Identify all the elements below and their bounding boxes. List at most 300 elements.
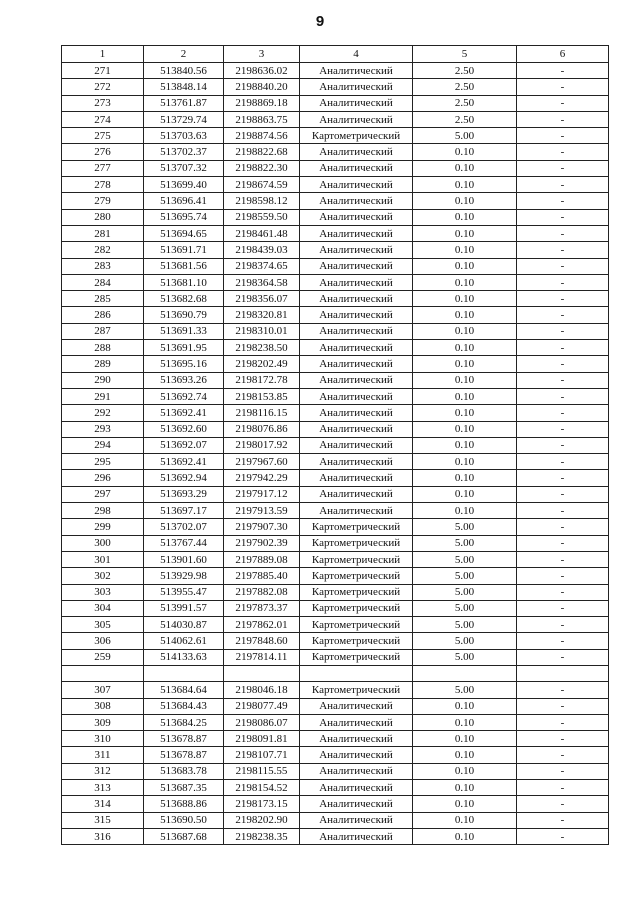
method-cell: Картометрический [300,535,413,551]
x-coordinate-cell: 513694.65 [144,225,224,241]
method-cell: Аналитический [300,274,413,290]
x-coordinate-cell: 513681.56 [144,258,224,274]
point-number-cell: 277 [62,160,144,176]
table-row [62,519,609,535]
y-coordinate-cell: 2198086.07 [224,714,300,730]
y-coordinate-cell: 2197848.60 [224,633,300,649]
note-cell [517,665,609,681]
x-coordinate-cell: 513691.71 [144,242,224,258]
y-coordinate-cell: 2197913.59 [224,503,300,519]
note-cell: - [517,633,609,649]
y-coordinate-cell: 2198840.20 [224,79,300,95]
x-coordinate-cell: 513687.35 [144,780,224,796]
x-coordinate-cell: 513848.14 [144,79,224,95]
x-coordinate-cell: 513691.95 [144,340,224,356]
column-header: 3 [224,46,300,63]
x-coordinate-cell: 513767.44 [144,535,224,551]
accuracy-cell: 0.10 [413,307,517,323]
x-coordinate-cell: 513684.43 [144,698,224,714]
x-coordinate-cell: 514030.87 [144,617,224,633]
note-cell: - [517,388,609,404]
accuracy-cell: 5.00 [413,551,517,567]
accuracy-cell: 0.10 [413,193,517,209]
method-cell: Картометрический [300,519,413,535]
x-coordinate-cell: 513697.17 [144,503,224,519]
point-number-cell: 298 [62,503,144,519]
accuracy-cell: 0.10 [413,340,517,356]
point-number-cell: 305 [62,617,144,633]
method-cell: Картометрический [300,551,413,567]
page-number: 9 [315,13,325,30]
table-row [62,617,609,633]
note-cell: - [517,144,609,160]
y-coordinate-cell: 2198202.90 [224,812,300,828]
method-cell: Аналитический [300,828,413,844]
table-row [62,291,609,307]
y-coordinate-cell: 2198202.49 [224,356,300,372]
method-cell: Аналитический [300,242,413,258]
x-coordinate-cell [144,665,224,681]
y-coordinate-cell: 2198356.07 [224,291,300,307]
point-number-cell: 309 [62,714,144,730]
y-coordinate-cell: 2198559.50 [224,209,300,225]
table-row [62,503,609,519]
table-row [62,551,609,567]
y-coordinate-cell: 2197889.08 [224,551,300,567]
accuracy-cell: 0.10 [413,323,517,339]
table-row [62,698,609,714]
y-coordinate-cell: 2198364.58 [224,274,300,290]
y-coordinate-cell: 2198874.56 [224,128,300,144]
x-coordinate-cell: 513695.16 [144,356,224,372]
note-cell: - [517,307,609,323]
point-number-cell [62,665,144,681]
accuracy-cell: 2.50 [413,63,517,79]
x-coordinate-cell: 513696.41 [144,193,224,209]
method-cell: Аналитический [300,291,413,307]
accuracy-cell: 0.10 [413,225,517,241]
note-cell: - [517,763,609,779]
y-coordinate-cell: 2198046.18 [224,682,300,698]
note-cell: - [517,372,609,388]
method-cell: Аналитический [300,388,413,404]
y-coordinate-cell: 2197882.08 [224,584,300,600]
x-coordinate-cell: 513707.32 [144,160,224,176]
x-coordinate-cell: 513901.60 [144,551,224,567]
accuracy-cell: 0.10 [413,274,517,290]
note-cell: - [517,340,609,356]
x-coordinate-cell: 513691.33 [144,323,224,339]
method-cell: Аналитический [300,63,413,79]
method-cell: Картометрический [300,128,413,144]
x-coordinate-cell: 513678.87 [144,747,224,763]
method-cell: Аналитический [300,307,413,323]
table-row [62,63,609,79]
table-row [62,682,609,698]
table-row [62,356,609,372]
table-row [62,633,609,649]
accuracy-cell: 0.10 [413,486,517,502]
accuracy-cell: 0.10 [413,160,517,176]
y-coordinate-cell: 2198674.59 [224,177,300,193]
accuracy-cell: 0.10 [413,731,517,747]
x-coordinate-cell: 513692.41 [144,405,224,421]
x-coordinate-cell: 513702.07 [144,519,224,535]
method-cell: Аналитический [300,437,413,453]
y-coordinate-cell: 2198310.01 [224,323,300,339]
method-cell: Аналитический [300,356,413,372]
x-coordinate-cell: 513681.10 [144,274,224,290]
coordinates-table [61,45,609,845]
table-row [62,780,609,796]
point-number-cell: 316 [62,828,144,844]
method-cell: Аналитический [300,421,413,437]
note-cell: - [517,405,609,421]
note-cell: - [517,63,609,79]
method-cell: Аналитический [300,780,413,796]
note-cell: - [517,128,609,144]
method-cell: Аналитический [300,177,413,193]
table-row [62,600,609,616]
note-cell: - [517,79,609,95]
table-row [62,307,609,323]
point-number-cell: 279 [62,193,144,209]
table-body [62,63,609,845]
method-cell: Аналитический [300,95,413,111]
table-row [62,372,609,388]
column-header: 5 [413,46,517,63]
y-coordinate-cell: 2198439.03 [224,242,300,258]
accuracy-cell: 0.10 [413,258,517,274]
y-coordinate-cell: 2198238.50 [224,340,300,356]
point-number-cell: 290 [62,372,144,388]
y-coordinate-cell: 2198636.02 [224,63,300,79]
y-coordinate-cell: 2197942.29 [224,470,300,486]
y-coordinate-cell: 2197917.12 [224,486,300,502]
note-cell: - [517,796,609,812]
accuracy-cell: 0.10 [413,812,517,828]
table-row [62,665,609,681]
note-cell: - [517,242,609,258]
y-coordinate-cell: 2198461.48 [224,225,300,241]
y-coordinate-cell: 2198238.35 [224,828,300,844]
method-cell: Аналитический [300,160,413,176]
note-cell: - [517,519,609,535]
method-cell: Аналитический [300,812,413,828]
table-row [62,747,609,763]
point-number-cell: 283 [62,258,144,274]
accuracy-cell [413,665,517,681]
method-cell: Аналитический [300,486,413,502]
x-coordinate-cell: 513687.68 [144,828,224,844]
point-number-cell: 282 [62,242,144,258]
note-cell: - [517,828,609,844]
accuracy-cell: 0.10 [413,828,517,844]
note-cell: - [517,454,609,470]
method-cell: Аналитический [300,796,413,812]
accuracy-cell: 0.10 [413,405,517,421]
x-coordinate-cell: 513695.74 [144,209,224,225]
accuracy-cell: 0.10 [413,144,517,160]
point-number-cell: 302 [62,568,144,584]
table-row [62,144,609,160]
column-header: 2 [144,46,224,63]
method-cell: Аналитический [300,470,413,486]
note-cell: - [517,193,609,209]
point-number-cell: 304 [62,600,144,616]
x-coordinate-cell: 514062.61 [144,633,224,649]
point-number-cell: 293 [62,421,144,437]
note-cell: - [517,747,609,763]
point-number-cell: 303 [62,584,144,600]
point-number-cell: 287 [62,323,144,339]
method-cell: Аналитический [300,340,413,356]
method-cell: Аналитический [300,503,413,519]
table-row [62,111,609,127]
x-coordinate-cell: 513684.25 [144,714,224,730]
x-coordinate-cell: 513840.56 [144,63,224,79]
point-number-cell: 280 [62,209,144,225]
table-row [62,421,609,437]
note-cell: - [517,258,609,274]
note-cell: - [517,274,609,290]
note-cell: - [517,812,609,828]
point-number-cell: 285 [62,291,144,307]
note-cell: - [517,209,609,225]
accuracy-cell: 5.00 [413,649,517,665]
table-row [62,225,609,241]
method-cell [300,665,413,681]
table-row [62,160,609,176]
y-coordinate-cell: 2198173.15 [224,796,300,812]
y-coordinate-cell: 2198153.85 [224,388,300,404]
x-coordinate-cell: 513692.07 [144,437,224,453]
method-cell: Аналитический [300,454,413,470]
point-number-cell: 281 [62,225,144,241]
method-cell: Аналитический [300,763,413,779]
accuracy-cell: 0.10 [413,714,517,730]
note-cell: - [517,551,609,567]
note-cell: - [517,177,609,193]
note-cell: - [517,698,609,714]
x-coordinate-cell: 513702.37 [144,144,224,160]
note-cell: - [517,600,609,616]
method-cell: Аналитический [300,731,413,747]
x-coordinate-cell: 513693.29 [144,486,224,502]
note-cell: - [517,160,609,176]
table-row [62,486,609,502]
x-coordinate-cell: 513692.94 [144,470,224,486]
point-number-cell: 300 [62,535,144,551]
table-row [62,177,609,193]
x-coordinate-cell: 513692.60 [144,421,224,437]
method-cell: Картометрический [300,682,413,698]
method-cell: Аналитический [300,323,413,339]
accuracy-cell: 0.10 [413,356,517,372]
table-row [62,454,609,470]
point-number-cell: 314 [62,796,144,812]
method-cell: Аналитический [300,372,413,388]
point-number-cell: 301 [62,551,144,567]
accuracy-cell: 0.10 [413,470,517,486]
method-cell: Аналитический [300,225,413,241]
method-cell: Аналитический [300,193,413,209]
table-row [62,323,609,339]
point-number-cell: 271 [62,63,144,79]
table-row [62,128,609,144]
table-row [62,828,609,844]
accuracy-cell: 5.00 [413,535,517,551]
point-number-cell: 312 [62,763,144,779]
x-coordinate-cell: 513682.68 [144,291,224,307]
table-row [62,209,609,225]
point-number-cell: 313 [62,780,144,796]
point-number-cell: 296 [62,470,144,486]
y-coordinate-cell: 2198822.68 [224,144,300,160]
point-number-cell: 276 [62,144,144,160]
accuracy-cell: 0.10 [413,780,517,796]
y-coordinate-cell [224,665,300,681]
point-number-cell: 288 [62,340,144,356]
y-coordinate-cell: 2198154.52 [224,780,300,796]
note-cell: - [517,437,609,453]
x-coordinate-cell: 514133.63 [144,649,224,665]
note-cell: - [517,111,609,127]
y-coordinate-cell: 2198017.92 [224,437,300,453]
accuracy-cell: 0.10 [413,209,517,225]
y-coordinate-cell: 2198320.81 [224,307,300,323]
x-coordinate-cell: 513699.40 [144,177,224,193]
table-row [62,274,609,290]
table-row [62,568,609,584]
x-coordinate-cell: 513692.41 [144,454,224,470]
table-row [62,242,609,258]
y-coordinate-cell: 2198115.55 [224,763,300,779]
accuracy-cell: 0.10 [413,372,517,388]
accuracy-cell: 5.00 [413,682,517,698]
method-cell: Картометрический [300,617,413,633]
accuracy-cell: 5.00 [413,128,517,144]
table-row [62,649,609,665]
x-coordinate-cell: 513991.57 [144,600,224,616]
point-number-cell: 272 [62,79,144,95]
y-coordinate-cell: 2198598.12 [224,193,300,209]
table-row [62,193,609,209]
method-cell: Картометрический [300,584,413,600]
method-cell: Аналитический [300,747,413,763]
method-cell: Аналитический [300,79,413,95]
accuracy-cell: 0.10 [413,763,517,779]
point-number-cell: 306 [62,633,144,649]
note-cell: - [517,568,609,584]
x-coordinate-cell: 513693.26 [144,372,224,388]
note-cell: - [517,470,609,486]
header-row [62,46,609,63]
y-coordinate-cell: 2198822.30 [224,160,300,176]
note-cell: - [517,225,609,241]
table-row [62,79,609,95]
accuracy-cell: 0.10 [413,388,517,404]
table-row [62,535,609,551]
method-cell: Аналитический [300,714,413,730]
note-cell: - [517,356,609,372]
method-cell: Аналитический [300,698,413,714]
y-coordinate-cell: 2197885.40 [224,568,300,584]
method-cell: Аналитический [300,405,413,421]
y-coordinate-cell: 2197907.30 [224,519,300,535]
table-row [62,340,609,356]
accuracy-cell: 0.10 [413,503,517,519]
accuracy-cell: 5.00 [413,519,517,535]
note-cell: - [517,682,609,698]
x-coordinate-cell: 513692.74 [144,388,224,404]
accuracy-cell: 5.00 [413,584,517,600]
accuracy-cell: 5.00 [413,633,517,649]
point-number-cell: 273 [62,95,144,111]
column-header: 4 [300,46,413,63]
note-cell: - [517,323,609,339]
note-cell: - [517,486,609,502]
y-coordinate-cell: 2198091.81 [224,731,300,747]
column-header: 6 [517,46,609,63]
point-number-cell: 284 [62,274,144,290]
x-coordinate-cell: 513684.64 [144,682,224,698]
note-cell: - [517,95,609,111]
y-coordinate-cell: 2197862.01 [224,617,300,633]
x-coordinate-cell: 513690.50 [144,812,224,828]
table-row [62,405,609,421]
point-number-cell: 292 [62,405,144,421]
method-cell: Аналитический [300,111,413,127]
table-row [62,258,609,274]
note-cell: - [517,421,609,437]
point-number-cell: 311 [62,747,144,763]
accuracy-cell: 0.10 [413,747,517,763]
x-coordinate-cell: 513761.87 [144,95,224,111]
point-number-cell: 295 [62,454,144,470]
accuracy-cell: 2.50 [413,111,517,127]
accuracy-cell: 5.00 [413,600,517,616]
point-number-cell: 315 [62,812,144,828]
y-coordinate-cell: 2197967.60 [224,454,300,470]
method-cell: Аналитический [300,209,413,225]
accuracy-cell: 0.10 [413,421,517,437]
y-coordinate-cell: 2198116.15 [224,405,300,421]
point-number-cell: 259 [62,649,144,665]
table-row [62,812,609,828]
point-number-cell: 274 [62,111,144,127]
table-row [62,388,609,404]
accuracy-cell: 0.10 [413,796,517,812]
point-number-cell: 310 [62,731,144,747]
note-cell: - [517,714,609,730]
accuracy-cell: 0.10 [413,698,517,714]
point-number-cell: 297 [62,486,144,502]
x-coordinate-cell: 513929.98 [144,568,224,584]
table-row [62,584,609,600]
table-row [62,95,609,111]
accuracy-cell: 2.50 [413,95,517,111]
note-cell: - [517,584,609,600]
point-number-cell: 299 [62,519,144,535]
point-number-cell: 278 [62,177,144,193]
table-row [62,731,609,747]
table-row [62,437,609,453]
table-row [62,796,609,812]
table-row [62,714,609,730]
y-coordinate-cell: 2197814.11 [224,649,300,665]
column-header: 1 [62,46,144,63]
